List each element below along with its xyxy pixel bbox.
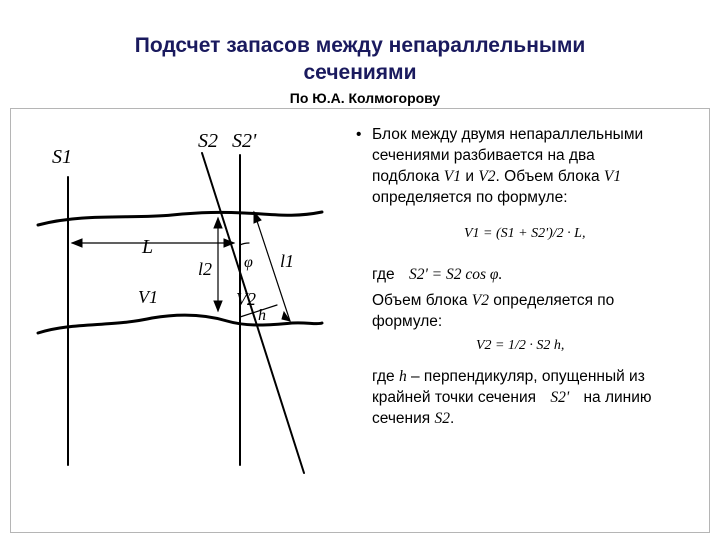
para3-line-a <box>372 366 702 387</box>
label-h: h <box>258 307 266 324</box>
bullet: • <box>356 126 362 143</box>
para1-text-a: Блок между двумя непараллельными <box>372 126 644 143</box>
para1-line-b: сечениями разбивается на два <box>372 147 595 164</box>
label-l2: l2 <box>198 259 213 279</box>
label-V2: V2 <box>236 289 256 309</box>
angle-arc <box>240 243 249 245</box>
title-line-1: Подсчет запасов между непараллельными <box>134 34 586 57</box>
label-L: L <box>142 236 154 258</box>
para3-b-pre: крайней точки сечения <box>372 389 537 406</box>
where-line-1 <box>372 264 502 285</box>
para3-c-pre: сечения <box>372 410 431 427</box>
para2-a-pre: Объем блока <box>372 292 468 309</box>
upper-contour <box>38 212 322 225</box>
para3-b-s2p: S2' <box>550 389 570 406</box>
para3-c-post: . <box>449 410 455 427</box>
formula-v1: V1 = (S1 + S2')/2 · L, <box>464 226 586 241</box>
para2-a-v2: V2 <box>471 292 489 309</box>
para1-c-pre: подблока <box>372 168 440 185</box>
paragraph-2 <box>372 290 702 332</box>
para1-c-v2: V2 <box>478 168 496 185</box>
para1-c-v1: V1 <box>443 168 462 185</box>
label-V1: V1 <box>138 287 158 307</box>
formula-v2: V2 = 1/2 · S2 h, <box>476 338 565 353</box>
para2-a-post: определяется по <box>493 292 615 309</box>
label-s1: S1 <box>52 146 72 168</box>
paragraph-3 <box>372 366 702 429</box>
para2-line-a <box>372 290 702 311</box>
para1-line-c <box>356 166 706 187</box>
para3-line-b <box>372 387 702 408</box>
label-phi: φ <box>244 254 253 271</box>
where-label: где <box>372 266 395 283</box>
label-l1: l1 <box>280 251 295 271</box>
slide-subtitle: По Ю.А. Колмогорову <box>289 90 441 106</box>
para1-line-a <box>356 124 706 145</box>
slide-title <box>0 32 720 86</box>
para3-a-h: h <box>398 368 407 385</box>
para3-b-post: на линию <box>583 389 652 406</box>
formula-s2p: S2' = S2 cos φ. <box>408 266 503 283</box>
para3-c-s2: S2 <box>434 410 450 427</box>
para1-c-and: и <box>465 168 474 185</box>
para1-c-post: . Объем блока <box>495 168 600 185</box>
para3-a-pre: где <box>372 368 395 385</box>
para1-c-v1b: V1 <box>603 168 622 185</box>
para3-a-post: – перпендикуляр, опущенный из <box>411 368 645 385</box>
title-line-2: сечениями <box>303 61 417 84</box>
lower-contour <box>38 315 322 333</box>
para2-line-b: формуле: <box>372 313 443 330</box>
para3-line-c <box>372 408 702 429</box>
label-s2p: S2' <box>232 130 257 152</box>
label-s2: S2 <box>198 130 218 152</box>
block-diagram <box>22 115 352 485</box>
para1-line-d: определяется по формуле: <box>372 189 568 206</box>
paragraph-1 <box>356 124 706 208</box>
